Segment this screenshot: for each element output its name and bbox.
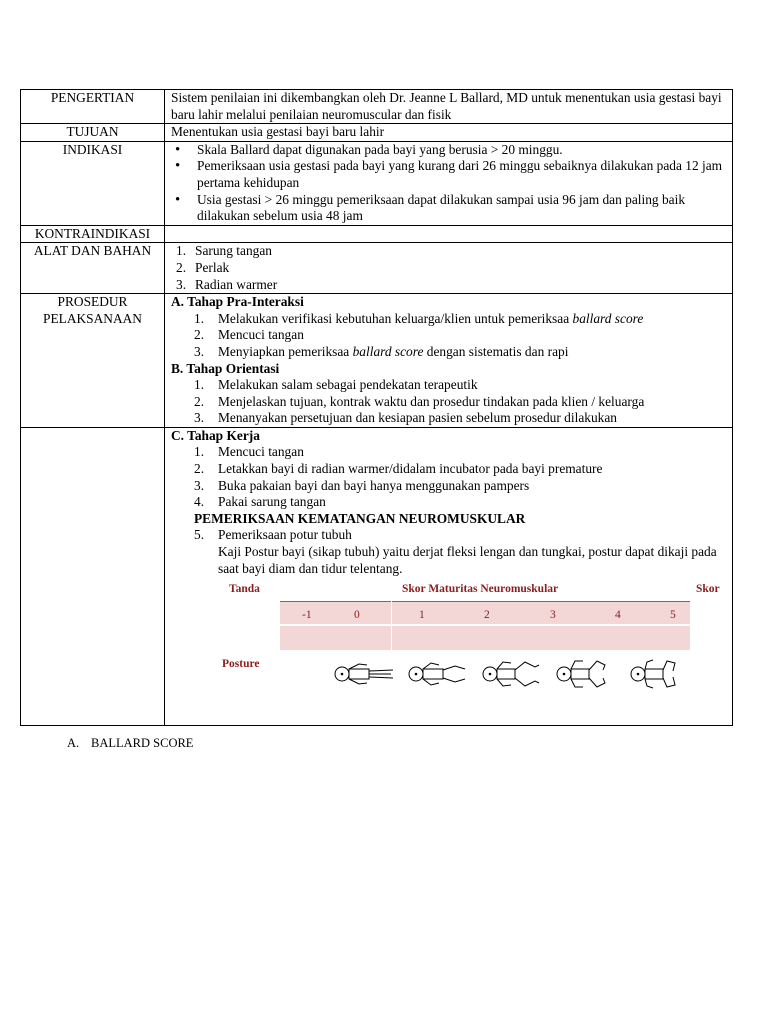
score-4: 4 <box>615 609 621 622</box>
tanda-header: Tanda <box>229 583 260 596</box>
indikasi-item: • Usia gestasi > 26 minggu pemeriksaan dapat dilakukan sampai usia 96 jam dan paling baik dilakukan sebelum usia 48 jam <box>191 192 726 225</box>
score-1: 1 <box>419 609 425 622</box>
section-b-title: B. Tahap Orientasi <box>171 360 280 376</box>
indikasi-item: • Skala Ballard dapat digunakan pada bayi yang berusia > 20 minggu. <box>191 142 726 159</box>
label-pengertian: PENGERTIAN <box>21 90 165 124</box>
section-c-item: 2. Letakkan bayi di radian warmer/didalam incubator pada bayi premature <box>194 461 603 477</box>
indikasi-list <box>171 142 726 225</box>
label-alat: ALAT DAN BAHAN <box>21 243 165 294</box>
section-c-item: 1. Mencuci tangan <box>194 444 304 460</box>
score-minus1: -1 <box>302 609 312 622</box>
posture-figure-0-icon <box>333 659 395 689</box>
row-prosedur <box>21 294 733 428</box>
row-kontraindikasi <box>21 225 733 243</box>
label-prosedur: PROSEDUR PELAKSANAAN <box>21 294 165 428</box>
text-pengertian: Sistem penilaian ini dikembangkan oleh Dr. Jeanne L Ballard, MD untuk menentukan usia gestasi bayi baru lahir melalui penilaian neuromuscular dan fisik <box>165 90 733 124</box>
section-b-item: 3. Menanyakan persetujuan dan kesiapan pasien sebelum prosedur dilakukan <box>194 410 617 426</box>
text-tujuan: Menentukan usia gestasi bayi baru lahir <box>165 124 733 142</box>
skor-maturitas-header: Skor Maturitas Neuromuskular <box>402 583 559 596</box>
section-c-list-cont <box>171 527 726 544</box>
section-c-title: C. Tahap Kerja <box>171 427 260 443</box>
alat-item: 3. Radian warmer <box>176 276 278 292</box>
section-a-item: 2. Mencuci tangan <box>194 327 304 343</box>
row-pengertian <box>21 90 733 124</box>
neuromuscular-heading: PEMERIKSAAN KEMATANGAN NEUROMUSKULAR <box>194 510 526 526</box>
section-b-item: 2. Menjelaskan tujuan, kontrak waktu dan prosedur tindakan pada klien / keluarga <box>194 393 645 409</box>
alat-list <box>171 243 726 293</box>
section-c-item: 5. Pemeriksaan potur tubuh <box>194 527 352 543</box>
row-tujuan <box>21 124 733 142</box>
posture-figure-1-icon <box>407 659 469 689</box>
score-2: 2 <box>484 609 490 622</box>
row-kerja <box>21 427 733 725</box>
label-indikasi: INDIKASI <box>21 141 165 225</box>
section-b-item: 1. Melakukan salam sebagai pendekatan terapeutik <box>194 377 478 393</box>
section-a-item: 3. Menyiapkan pemeriksaa ballard score dengan sistematis dan rapi <box>194 343 569 359</box>
section-a-item: 1. Melakukan verifikasi kebutuhan keluarga/klien untuk pemeriksaa ballard score <box>194 310 644 326</box>
score-empty-band <box>280 626 690 650</box>
footer-num: A. <box>67 736 80 750</box>
band-separator <box>391 601 392 650</box>
footer-text: BALLARD SCORE <box>91 736 194 750</box>
label-kontraindikasi: KONTRAINDIKASI <box>21 225 165 243</box>
score-3: 3 <box>550 609 556 622</box>
footer-heading <box>67 736 193 751</box>
ballard-posture-table <box>171 581 726 719</box>
section-b-list <box>171 377 726 427</box>
section-a-title: A. Tahap Pra-Interaksi <box>171 294 304 310</box>
posture-label: Posture <box>222 658 260 671</box>
label-tujuan: TUJUAN <box>21 124 165 142</box>
label-kerja-empty <box>21 427 165 725</box>
score-0: 0 <box>354 609 360 622</box>
score-5: 5 <box>670 609 676 622</box>
section-a-list <box>171 311 726 361</box>
section-c-list <box>171 444 726 510</box>
alat-item: 2. Perlak <box>176 259 230 275</box>
sop-table <box>20 89 733 726</box>
posture-description: Kaji Postur bayi (sikap tubuh) yaitu derjat fleksi lengan dan tungkai, postur dapat dikaji pada saat bayi diam dan tidur telentang. <box>218 544 717 576</box>
alat-item: 1. Sarung tangan <box>176 243 272 259</box>
section-c-item: 3. Buka pakaian bayi dan bayi hanya menggunakan pampers <box>194 477 530 493</box>
skor-header: Skor <box>696 583 720 596</box>
indikasi-item: • Pemeriksaan usia gestasi pada bayi yang kurang dari 26 minggu sebaiknya dilakukan pada 12 jam pertama kehidupan <box>191 158 726 191</box>
posture-figure-4-icon <box>629 659 691 689</box>
row-indikasi <box>21 141 733 225</box>
posture-figure-2-icon <box>481 659 543 689</box>
text-kontraindikasi <box>165 225 733 243</box>
row-alat <box>21 243 733 294</box>
posture-figure-3-icon <box>555 659 617 689</box>
section-c-item: 4. Pakai sarung tangan <box>194 494 326 510</box>
